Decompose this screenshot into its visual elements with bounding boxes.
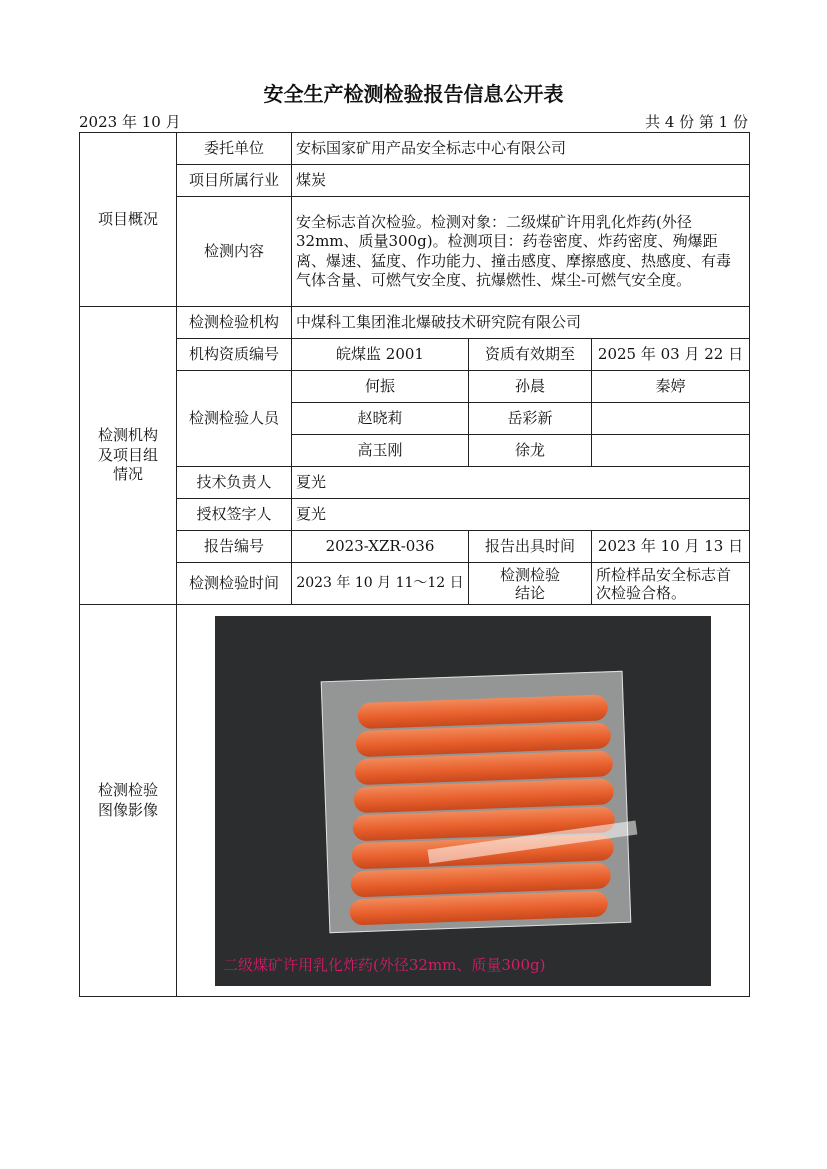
staff-member: 高玉刚: [292, 435, 469, 467]
signer-value: 夏光: [292, 499, 750, 531]
content-value: 安全标志首次检验。检测对象：二级煤矿许用乳化炸药(外径32mm、质量300g)。检测项目：药卷密度、炸药密度、殉爆距离、爆速、猛度、作功能力、撞击感度、摩擦感度、热感度、有毒气体含量、可燃气安全度、抗爆燃性、煤尘-可燃气安全度。: [292, 197, 750, 307]
client-value: 安标国家矿用产品安全标志中心有限公司: [292, 133, 750, 165]
page-title: 安全生产检测检验报告信息公开表: [263, 82, 564, 106]
staff-member: 何振: [292, 371, 469, 403]
institution-value: 中煤科工集团淮北爆破技术研究院有限公司: [292, 307, 750, 339]
report-no-value: 2023-XZR-036: [292, 531, 469, 563]
staff-member: [592, 403, 750, 435]
conclusion-value: 所检样品安全标志首次检验合格。: [592, 563, 750, 605]
staff-member: 孙晨: [469, 371, 592, 403]
staff-member: 徐龙: [469, 435, 592, 467]
issue-date-label: 报告出具时间: [469, 531, 592, 563]
staff-label: 检测检验人员: [177, 371, 292, 467]
staff-member: [592, 435, 750, 467]
report-no-label: 报告编号: [177, 531, 292, 563]
tech-lead-value: 夏光: [292, 467, 750, 499]
photo-cell: [177, 605, 750, 997]
org-section-label: 检测机构 及项目组 情况: [80, 307, 177, 605]
signer-label: 授权签字人: [177, 499, 292, 531]
issue-date-value: 2023 年 10 月 13 日: [592, 531, 750, 563]
staff-member: 秦婷: [592, 371, 750, 403]
photo-caption: 二级煤矿许用乳化炸药(外径32mm、质量300g): [223, 956, 546, 974]
content-label: 检测内容: [177, 197, 292, 307]
validity-value: 2025 年 03 月 22 日: [592, 339, 750, 371]
tech-lead-label: 技术负责人: [177, 467, 292, 499]
institution-label: 检测检验机构: [177, 307, 292, 339]
test-time-label: 检测检验时间: [177, 563, 292, 605]
copy-count: 共 4 份 第 1 份: [645, 113, 748, 131]
image-section-label: 检测检验 图像影像: [80, 605, 177, 997]
staff-member: 赵晓莉: [292, 403, 469, 435]
report-date: 2023 年 10 月: [79, 113, 181, 131]
validity-label: 资质有效期至: [469, 339, 592, 371]
report-table: [79, 132, 750, 997]
conclusion-label: 检测检验 结论: [469, 563, 592, 605]
sample-photo: [215, 616, 711, 986]
test-time-value: 2023 年 10 月 11～12 日: [292, 563, 469, 605]
cert-label: 机构资质编号: [177, 339, 292, 371]
packaging-bag: [321, 670, 632, 932]
industry-label: 项目所属行业: [177, 165, 292, 197]
client-label: 委托单位: [177, 133, 292, 165]
industry-value: 煤炭: [292, 165, 750, 197]
cert-value: 皖煤监 2001: [292, 339, 469, 371]
staff-member: 岳彩新: [469, 403, 592, 435]
overview-section-label: 项目概况: [80, 133, 177, 307]
